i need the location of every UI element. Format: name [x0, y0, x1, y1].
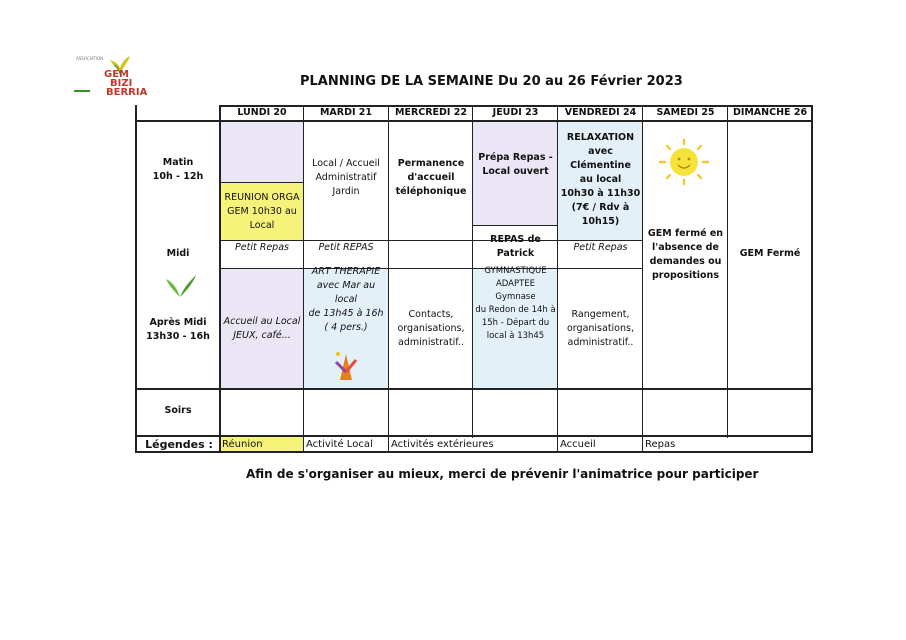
legend-accueil: Accueil — [560, 438, 596, 450]
header-dimanche: DIMANCHE 26 — [732, 107, 808, 118]
header-samedi: SAMEDI 25 — [656, 107, 715, 118]
header-vendredi: VENDREDI 24 — [564, 107, 637, 118]
header-jeudi: JEUDI 23 — [492, 107, 539, 118]
cell-mardi-midi: Petit REPAS — [318, 242, 374, 253]
art-therapy-icon — [332, 348, 360, 382]
time-apres-midi: Après Midi 13h30 - 16h — [146, 317, 210, 342]
page-title: PLANNING DE LA SEMAINE Du 20 au 26 Février 2023 — [300, 74, 683, 89]
header-mardi: MARDI 21 — [319, 107, 373, 118]
footer-note: Afin de s'organiser au mieux, merci de prévenir l'animatrice pour participer — [246, 467, 759, 481]
cell-mercredi-matin: Permanence d'accueil téléphonique — [395, 158, 467, 197]
cell-dimanche: GEM Fermé — [739, 248, 801, 259]
sun-icon — [654, 136, 714, 188]
cell-jeudi-midi: REPAS de Patrick — [490, 234, 541, 259]
butterfly-icon — [166, 275, 196, 301]
time-midi: Midi — [166, 248, 190, 259]
cell-vendredi-midi: Petit Repas — [573, 242, 628, 253]
legend-repas: Repas — [645, 438, 676, 450]
cell-lundi-am: Accueil au Local JEUX, café... — [223, 316, 301, 341]
cell-samedi: GEM fermé en l'absence de demandes ou propositions — [647, 228, 724, 281]
logo-caption: ASSOCIATION — [76, 56, 104, 61]
logo-text: GEM BIZI BERRIA — [104, 69, 148, 98]
header-lundi: LUNDI 20 — [237, 107, 287, 118]
legend-reunion: Réunion — [222, 438, 263, 450]
header-mercredi: MERCREDI 22 — [395, 107, 467, 118]
cell-mercredi-am: Contacts, organisations, administratif.. — [397, 309, 465, 348]
cell-mardi-am: ART THERAPIE avec Mar au local de 13h45 à 16h ( 4 pers.) — [308, 266, 384, 333]
legend-label: Légendes : — [145, 437, 213, 451]
bg-lundi-matin — [220, 121, 304, 183]
cell-mardi-matin: Local / Accueil Administratif Jardin — [312, 158, 380, 197]
time-soirs: Soirs — [164, 405, 192, 416]
cell-lundi-midi: Petit Repas — [235, 242, 289, 253]
cell-vendredi-am: Rangement, organisations, administratif.. — [566, 309, 634, 348]
cell-jeudi-am: GYMNASTIQUE ADAPTEE Gymnase du Redon de 14h à 15h - Départ du local à 13h45 — [475, 266, 556, 341]
cell-vendredi-matin: RELAXATION avec Clémentine au local 10h30 à 11h30 (7€ / Rdv à 10h15) — [560, 132, 641, 227]
cell-jeudi-matin: Prépa Repas - Local ouvert — [478, 152, 553, 177]
legend-activites-exterieures: Activités extérieures — [391, 438, 494, 450]
cell-lundi-matin: REUNION ORGA GEM 10h30 au Local — [224, 191, 300, 231]
legend-activite-local: Activité Local — [306, 438, 373, 450]
time-matin: Matin 10h - 12h — [152, 157, 204, 182]
